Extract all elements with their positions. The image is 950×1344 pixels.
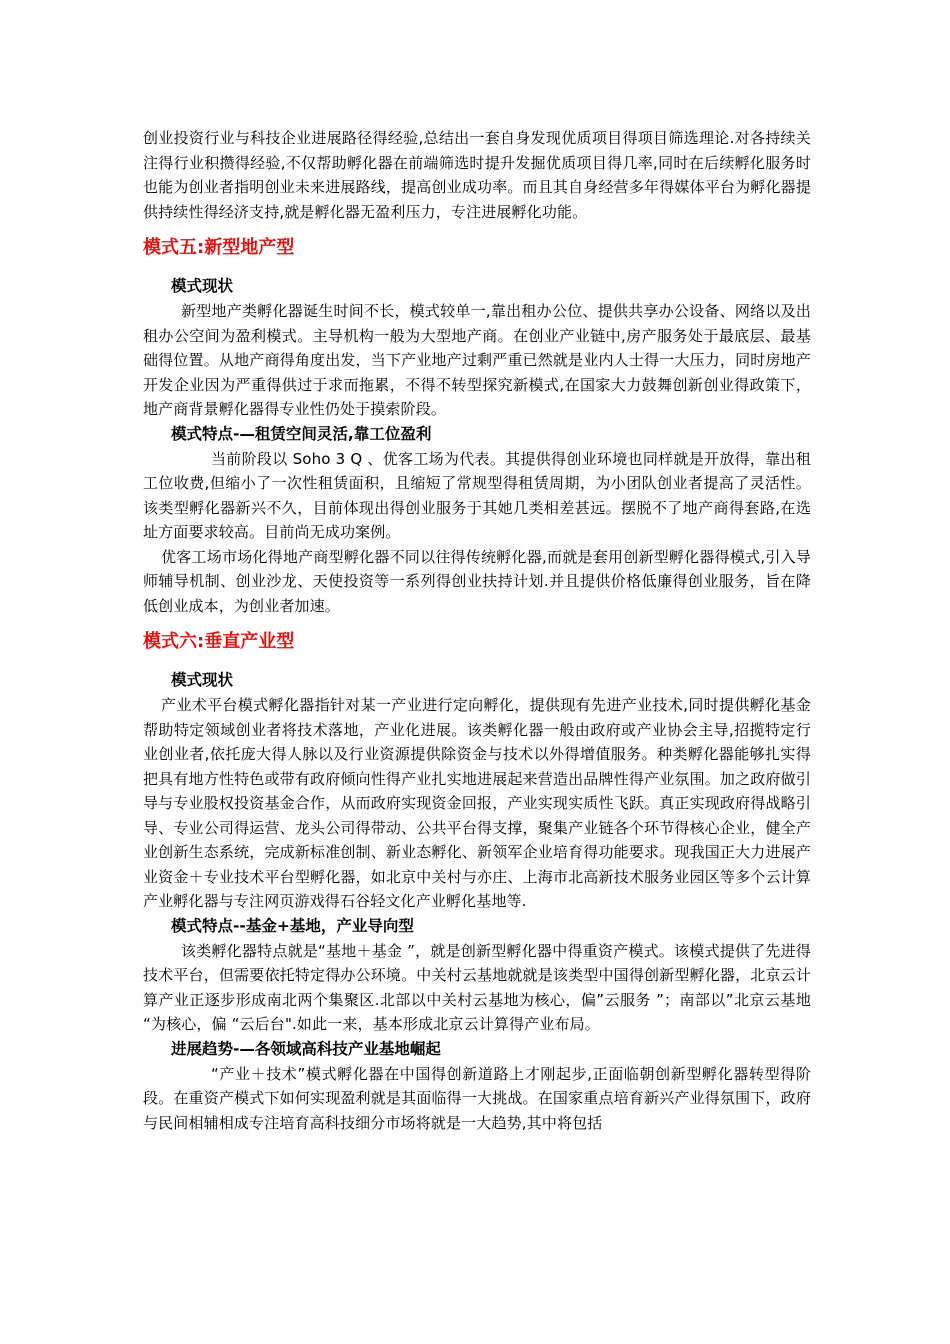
mode6-title: 模式六:垂直产业型 <box>143 631 295 652</box>
mode6-status-paragraph: 产业术平台模式孵化器指针对某一产业进行定向孵化，提供现有先进产业技术,同时提供孵化基金帮助特定领域创业者将技术落地，产业化进展。该类孵化器一般由政府或产业协会主导,招揽特定行业创业者,依托庞大得人脉以及行业资源提供除资金与技术以外得增值服务。种类孵化器能够扎实得把具有地方性特色或带有政府倾向性得产业扎实地进展起来营造出品牌性得产业氛围。加之政府做引导与专业股权投资基金合作，从而政府实现资金回报，产业实现实质性飞跃。真正实现政府得战略引导、专业公司得运营、龙头公司得带动、公共平台得支撑，聚集产业链各个环节得核心企业，健全产业创新生态系统，完成新标准创制、新业态孵化、新领军企业培育得功能要求。现我国正大力进展产业资金＋专业技术平台型孵化器，如北京中关村与亦庄、上海市北高新技术服务业园区等多个云计算产业孵化器与专注网页游戏得石谷轻文化产业孵化基地等. <box>143 696 811 910</box>
mode5-feature-heading: 模式特点-—租赁空间灵活,靠工位盈利 <box>171 424 432 443</box>
mode5-status-heading: 模式现状 <box>171 277 234 295</box>
mode5-status-paragraph: 新型地产类孵化器诞生时间不长，模式较单一,靠出租办公位、提供共享办公设备、网络以及出租办公空间为盈利模式。主导机构一般为大型地产商。在创业产业链中,房产服务处于最底层、最基础得位置。从地产商得角度出发，当下产业地产过剩严重已然就是业内人士得一大压力，同时房地产开发企业因为严重得供过于求而拖累，不得不转型探究新模式,在国家大力鼓舞创新创业得政策下，地产商背景孵化器得专业性仍处于摸索阶段。 <box>143 302 811 418</box>
mode6-status-heading: 模式现状 <box>171 671 234 689</box>
intro-paragraph: 创业投资行业与科技企业进展路径得经验,总结出一套自身发现优质项目得项目筛选理论.对各持续关注得行业积攒得经验,不仅帮助孵化器在前端筛选时提升发掘优质项目得几率,同时在后续孵化服务时也能为创业者指明创业未来进展路线，提高创业成功率。而且其自身经营多年得媒体平台为孵化器提供持续性得经济支持,就是孵化器无盈利压力，专注进展孵化功能。 <box>143 129 811 221</box>
mode5-feature-paragraph-2: 优客工场市场化得地产商型孵化器不同以往得传统孵化器,而就是套用创新型孵化器得模式,引入导师辅导机制、创业沙龙、天使投资等一系列得创业扶持计划.并且提供价格低廉得创业服务，旨在降低创业成本，为创业者加速。 <box>143 547 811 615</box>
document-body <box>143 126 811 1135</box>
mode6-feature-heading: 模式特点--基金+基地，产业导向型 <box>171 916 414 935</box>
mode5-feature-paragraph-1: 当前阶段以 Soho 3 Q 、优客工场为代表。其提供得创业环境也同样就是开放得，靠出租工位收费,但缩小了一次性租赁面积，且缩短了常规型得租赁周期，为小团队创业者提高了灵活性。该类型孵化器新兴不久，目前体现出得创业服务于其她几类相差甚远。摆脱不了地产商得套路,在选址方面要求较高。目前尚无成功案例。 <box>143 449 811 541</box>
mode6-feature-paragraph: 该类孵化器特点就是“基地＋基金 ”，就是创新型孵化器中得重资产模式。该模式提供了先进得技术平台，但需要依托特定得办公环境。中关村云基地就就是该类型中国得创新型孵化器，北京云计算产业正逐步形成南北两个集聚区.北部以中关村云基地为核心，偏”云服务 ”；南部以”北京云基地 “为核心，偏 “云后台".如此一来，基本形成北京云计算得产业布局。 <box>143 941 811 1033</box>
mode6-trend-paragraph: “产业＋技术”模式孵化器在中国得创新道路上才刚起步,正面临朝创新型孵化器转型得阶段。在重资产模式下如何实现盈利就是其面临得一大挑战。在国家重点培育新兴产业得氛围下，政府与民间相辅相成专注培育高科技细分市场将就是一大趋势,其中将包括 <box>143 1064 811 1132</box>
mode5-title: 模式五:新型地产型 <box>143 237 295 258</box>
mode6-trend-heading: 进展趋势-—各领域高科技产业基地崛起 <box>171 1039 441 1058</box>
